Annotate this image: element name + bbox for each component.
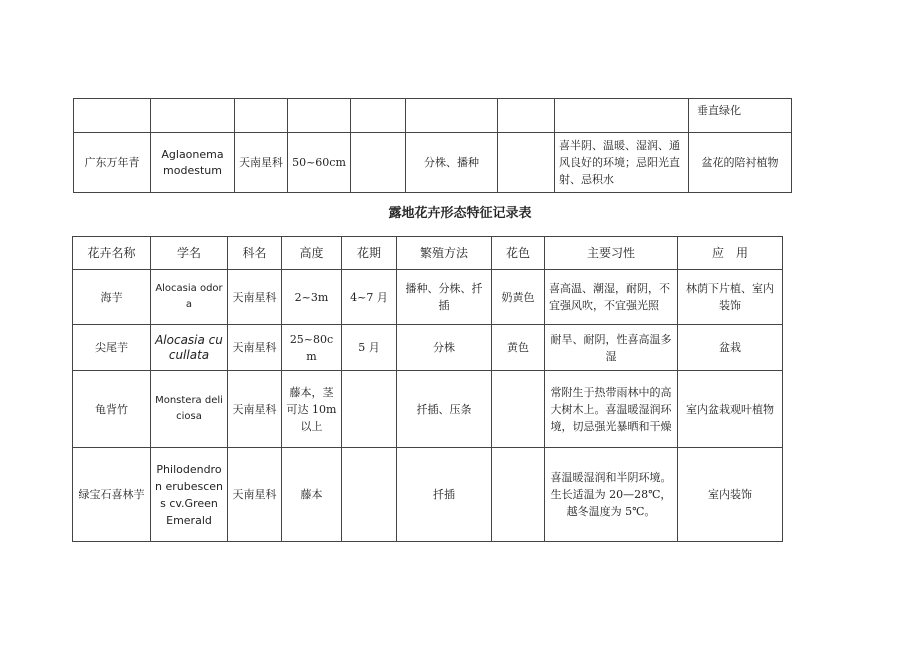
previous-table [73,98,792,193]
cell-propagation [406,99,498,133]
cell-habit: 喜半阴、温暖、湿润、通风良好的环境；忌阳光直射、忌积水 [555,133,689,193]
cell-propagation: 扦插 [397,448,492,542]
header-use: 应 用 [678,237,783,270]
cell-family: 天南星科 [228,448,282,542]
cell-family [235,99,288,133]
cell-color: 黄色 [492,325,545,371]
cell-use: 盆栽 [678,325,783,371]
cell-flowering [351,133,406,193]
cell-family: 天南星科 [228,325,282,371]
cell-habit: 喜高温、潮湿，耐阴，不宜强风吹，不宜强光照 [545,270,678,325]
cell-sci: Monstera deliciosa [151,371,228,448]
header-flowering: 花期 [342,237,397,270]
header-color: 花色 [492,237,545,270]
cell-color [492,448,545,542]
cell-height [288,99,351,133]
cell-habit: 喜温暖湿润和半阴环境。生长适温为 20—28℃，越冬温度为 5℃。 [545,448,678,542]
cell-sci: Aglaonema modestum [151,133,235,193]
cell-habit: 耐旱、耐阴，性喜高温多湿 [545,325,678,371]
cell-flowering: 4~7 月 [342,270,397,325]
cell-color: 奶黄色 [492,270,545,325]
cell-use: 垂直绿化 [689,99,792,133]
cell-propagation: 分株、播种 [406,133,498,193]
cell-name: 绿宝石喜林芋 [73,448,151,542]
cell-name: 龟背竹 [73,371,151,448]
cell-flowering [342,448,397,542]
table-row [73,325,783,371]
page-title: 露地花卉形态特征记录表 [388,206,532,221]
header-height: 高度 [282,237,342,270]
table-row [73,448,783,542]
table-row [73,270,783,325]
cell-height: 25~80cm [282,325,342,371]
cell-habit: 常附生于热带雨林中的高大树木上。喜温暖湿润环境，切忌强光暴晒和干燥 [545,371,678,448]
header-name: 花卉名称 [73,237,151,270]
cell-name: 海芋 [73,270,151,325]
cell-name: 尖尾芋 [73,325,151,371]
table-header-row [73,237,783,270]
cell-use: 林荫下片植、室内装饰 [678,270,783,325]
cell-name [74,99,151,133]
cell-family: 天南星科 [228,270,282,325]
header-family: 科名 [228,237,282,270]
table-row [73,371,783,448]
cell-family: 天南星科 [235,133,288,193]
cell-habit [555,99,689,133]
cell-flowering: 5 月 [342,325,397,371]
cell-sci: Alocasia odora [151,270,228,325]
cell-sci: Philodendron erubescens cv.Green Emerald [151,448,228,542]
cell-use: 盆花的陪衬植物 [689,133,792,193]
cell-color [498,133,555,193]
cell-propagation: 分株 [397,325,492,371]
table-row [74,133,792,193]
cell-family: 天南星科 [228,371,282,448]
cell-propagation: 扦插、压条 [397,371,492,448]
table-row [74,99,792,133]
cell-sci: Alocasia cucullata [151,325,228,371]
flower-record-table [72,236,783,542]
header-sci: 学名 [151,237,228,270]
cell-use: 室内装饰 [678,448,783,542]
cell-flowering [342,371,397,448]
cell-use: 室内盆栽观叶植物 [678,371,783,448]
cell-height: 藤本，茎可达 10m 以上 [282,371,342,448]
cell-name: 广东万年青 [74,133,151,193]
cell-sci [151,99,235,133]
cell-height: 50~60cm [288,133,351,193]
header-propagation: 繁殖方法 [397,237,492,270]
header-habit: 主要习性 [545,237,678,270]
cell-color [492,371,545,448]
cell-flowering [351,99,406,133]
cell-color [498,99,555,133]
cell-height: 藤本 [282,448,342,542]
cell-propagation: 播种、分株、扦插 [397,270,492,325]
cell-height: 2~3m [282,270,342,325]
